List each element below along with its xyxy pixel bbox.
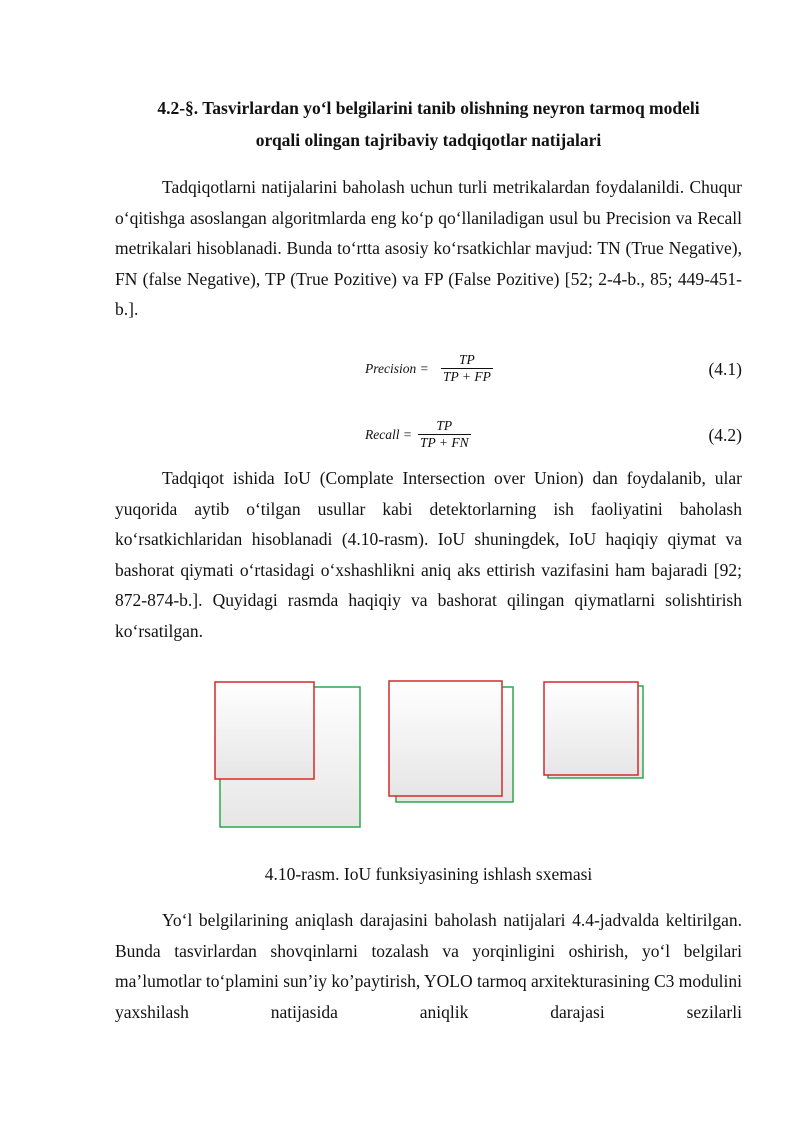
formula-precision-number: (4.1) bbox=[708, 359, 742, 379]
iou-figure bbox=[0, 675, 800, 835]
figure-caption: 4.10-rasm. IoU funksiyasining ishlash sxemasi bbox=[264, 864, 593, 884]
formula-recall-number: (4.2) bbox=[708, 425, 742, 445]
formula-precision bbox=[115, 352, 742, 392]
prediction-box bbox=[544, 682, 638, 775]
formula-recall-fraction bbox=[418, 418, 471, 451]
iou-diagram bbox=[0, 675, 800, 835]
formula-recall-lhs: Recall = bbox=[365, 427, 412, 442]
iou-example-high-overlap bbox=[389, 681, 513, 802]
formula-precision-denominator: TP + FP bbox=[443, 369, 491, 384]
section-heading-line-2: orqali olingan tajribaviy tadqiqotlar natijalari bbox=[255, 130, 602, 150]
formula-precision-lhs: Precision = bbox=[365, 361, 429, 376]
formula-recall bbox=[115, 418, 742, 458]
prediction-box bbox=[215, 682, 314, 779]
formula-recall-numerator: TP bbox=[436, 418, 453, 433]
paragraph-iou: Tadqiqot ishida IoU (Complate Intersection over Union) dan foydalanib, ular yuqorida aytib o‘tilgan usullar kabi detektorlarning ish faoliyatini baholash ko‘rsatkichlaridan hisoblanadi (4.10-rasm). IoU shuningdek, IoU haqiqiy qiymat va bashorat qiymati o‘rtasidagi o‘xshashlikni aniq aks ettirish vazifasini ham bajaradi [92; 872-874-b.]. Quyidagi rasmda haqiqiy va bashorat qilingan qiymatlarni solishtirish ko‘rsatilgan. bbox=[115, 468, 742, 641]
iou-example-near-perfect bbox=[544, 682, 643, 778]
formula-precision-fraction bbox=[441, 352, 493, 385]
section-heading-line-1: 4.2-§. Tasvirlardan yo‘l belgilarini tanib olishning neyron tarmoq modeli bbox=[157, 98, 700, 118]
iou-example-low-overlap bbox=[215, 682, 360, 827]
paragraph-results: Yo‘l belgilarining aniqlash darajasini baholash natijalari 4.4-jadvalda keltirilgan. Bunda tasvirlardan shovqinlarni tozalash va yorqinligini oshirish, yo‘l belgilari ma’lumotlar to‘plamini sun’iy ko’paytirish, YOLO tarmoq arxitekturasining C3 modulini yaxshilash natijasida aniqlik darajasi sezilarli bbox=[115, 910, 742, 1022]
section-heading bbox=[115, 92, 742, 156]
formula-recall-denominator: TP + FN bbox=[420, 435, 469, 450]
formula-precision-numerator: TP bbox=[459, 352, 475, 367]
paragraph-metrics-intro: Tadqiqotlarni natijalarini baholash uchun turli metrikalardan foydalanildi. Chuqur o‘qitishga asoslangan algoritmlarda eng ko‘p qo‘llaniladigan usul bu Precision va Recall metrikalari hisoblanadi. Bunda to‘rtta asosiy ko‘rsatkichlar mavjud: TN (True Negative), FN (false Negative), TP (True Pozitive) va FP (False Pozitive) [52; 2-4-b., 85; 449-451-b.]. bbox=[115, 177, 742, 319]
prediction-box bbox=[389, 681, 502, 796]
